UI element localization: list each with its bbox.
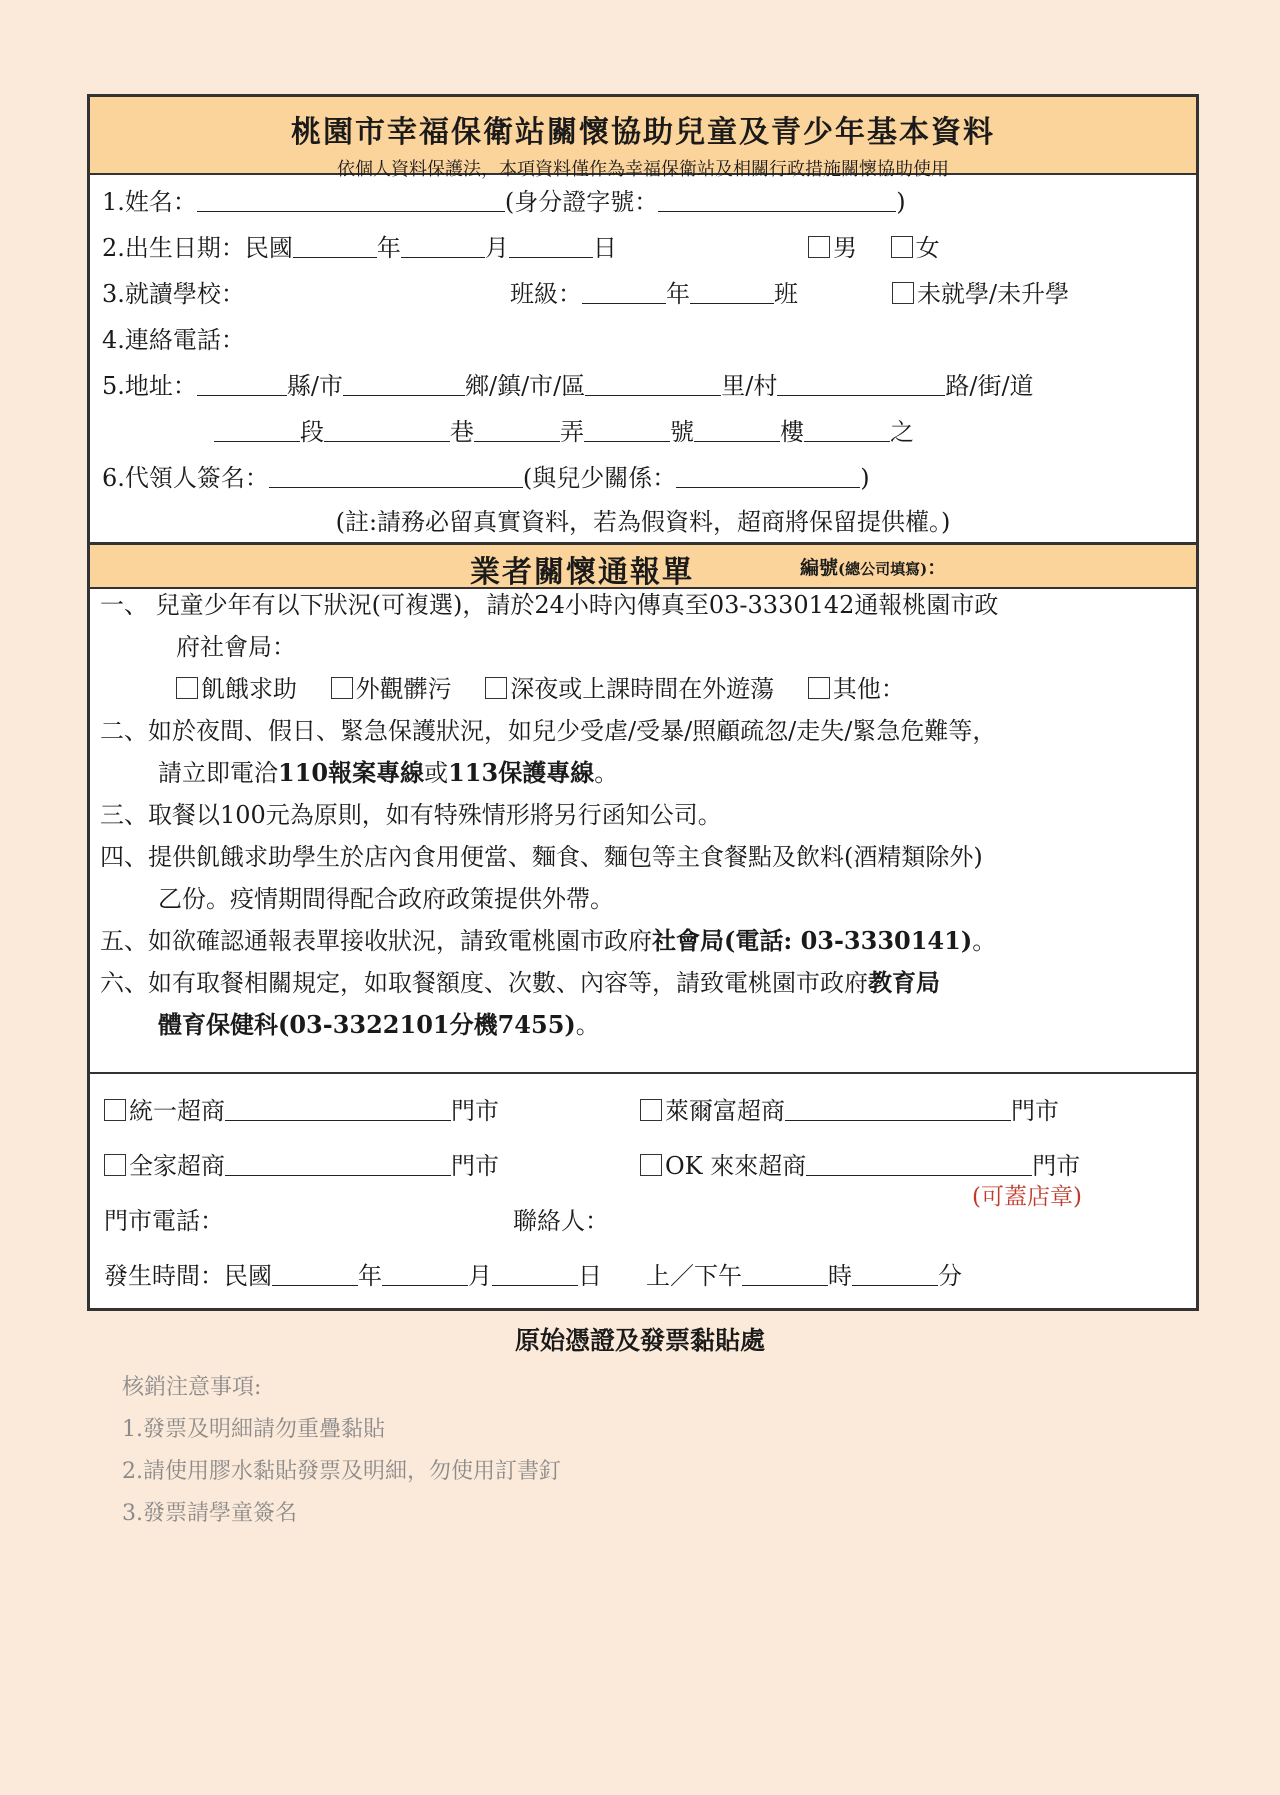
county-field[interactable]	[197, 369, 287, 396]
seven-eleven-suffix: 門市	[451, 1097, 499, 1125]
stamp-note: (可蓋店章)	[972, 1184, 1082, 1210]
ampm-label: 上／下午	[646, 1262, 742, 1290]
form-subtitle: 依個人資料保護法，本項資料僅作為幸福保衛站及相關行政措施關懷協助使用	[337, 159, 949, 180]
birth-day-unit: 日	[592, 234, 617, 262]
sub-number-unit: 之	[890, 418, 914, 446]
item-6-line-1	[100, 967, 940, 999]
village-unit: 里/村	[721, 372, 778, 400]
item-2-text-end: 。	[594, 759, 619, 787]
town-field[interactable]	[343, 369, 465, 396]
time-label: 發生時間：民國	[104, 1262, 272, 1290]
class-group	[510, 277, 798, 311]
phone-row	[102, 323, 245, 357]
id-number-field[interactable]	[658, 185, 896, 212]
seven-eleven-label: 統一超商	[129, 1097, 225, 1125]
familymart-label: 全家超商	[129, 1152, 225, 1180]
county-unit: 縣/市	[286, 372, 343, 400]
birth-month-field[interactable]	[401, 231, 485, 258]
name-label: 1.姓名：	[102, 188, 197, 216]
serial-colon: ：	[927, 557, 947, 579]
seven-eleven-checkbox[interactable]	[104, 1099, 126, 1121]
road-unit: 路/街/道	[945, 372, 1034, 400]
report-header	[90, 545, 1196, 589]
form-sheet	[87, 94, 1199, 1311]
school-row	[102, 277, 245, 311]
birth-month-unit: 月	[484, 234, 509, 262]
dirty-label: 外觀髒污	[355, 675, 452, 703]
hilife-label: 萊爾富超商	[665, 1097, 785, 1125]
relation-field[interactable]	[676, 461, 860, 488]
birth-label: 2.出生日期：民國	[102, 234, 293, 262]
store-section	[90, 1074, 1196, 1308]
id-close: )	[896, 188, 906, 216]
store-hilife-row	[640, 1094, 1059, 1128]
seven-eleven-store-field[interactable]	[225, 1094, 451, 1121]
birth-row	[102, 231, 617, 265]
serial-label: 編號	[800, 557, 839, 579]
basic-info-section	[90, 175, 1196, 545]
class-unit: 班	[774, 280, 798, 308]
occurrence-time-row	[104, 1259, 962, 1293]
time-day-field[interactable]	[492, 1259, 578, 1286]
report-title: 業者關懷通報單	[470, 555, 694, 590]
contact-label: 聯絡人：	[513, 1207, 609, 1235]
alley-field[interactable]	[474, 415, 560, 442]
store-family-row	[104, 1149, 499, 1183]
village-field[interactable]	[585, 369, 721, 396]
education-bureau: 教育局	[868, 968, 940, 997]
class-number-field[interactable]	[690, 277, 774, 304]
name-row	[102, 185, 906, 219]
familymart-checkbox[interactable]	[104, 1154, 126, 1176]
store-phone-label: 門市電話：	[104, 1207, 224, 1235]
section-unit: 段	[300, 418, 324, 446]
ok-mart-checkbox[interactable]	[640, 1154, 662, 1176]
section-field[interactable]	[214, 415, 300, 442]
birth-year-unit: 年	[376, 234, 401, 262]
hunger-checkbox[interactable]	[176, 677, 198, 699]
alley-unit: 弄	[560, 418, 584, 446]
female-checkbox[interactable]	[891, 236, 913, 258]
dirty-checkbox[interactable]	[331, 677, 353, 699]
item-4-line-2: 乙份。疫情期間得配合政府政策提供外帶。	[158, 885, 614, 913]
item-3: 三、取餐以100元為原則，如有特殊情形將另行函知公司。	[100, 801, 722, 829]
item-6-text-end: 。	[575, 1011, 600, 1039]
relation-label: (與兒少關係：	[522, 464, 677, 492]
time-hour-field[interactable]	[742, 1259, 828, 1286]
road-field[interactable]	[777, 369, 945, 396]
ok-mart-suffix: 門市	[1032, 1152, 1081, 1180]
health-section-phone: 體育保健科(03-3322101分機7455)	[158, 1010, 576, 1039]
other-label: 其他：	[832, 675, 905, 703]
lane-unit: 巷	[450, 418, 474, 446]
time-month-unit: 月	[468, 1262, 492, 1290]
number-unit: 號	[670, 418, 694, 446]
report-instructions	[90, 589, 1196, 1074]
wandering-label: 深夜或上課時間在外遊蕩	[510, 675, 775, 703]
female-label: 女	[915, 234, 940, 262]
protection-hotline: 113保護專線	[448, 758, 595, 787]
wandering-checkbox[interactable]	[485, 677, 507, 699]
note-item-3: 3.發票請學童簽名	[122, 1501, 297, 1526]
situation-options	[176, 673, 905, 705]
time-year-field[interactable]	[272, 1259, 358, 1286]
item-1-line-2: 府社會局：	[176, 633, 296, 661]
other-checkbox[interactable]	[808, 677, 830, 699]
guardian-row	[102, 461, 870, 495]
address-row-1	[102, 369, 1034, 403]
item-6-line-2	[158, 1009, 600, 1041]
item-4-line-1: 四、提供飢餓求助學生於店內食用便當、麵食、麵包等主食餐點及飲料(酒精類除外)	[100, 843, 983, 871]
guardian-label: 6.代領人簽名：	[102, 464, 269, 492]
time-day-unit: 日	[578, 1262, 602, 1290]
notes-title: 核銷注意事項:	[122, 1375, 262, 1400]
town-unit: 鄉/鎮/市/區	[465, 372, 586, 400]
phone-label: 4.連絡電話：	[102, 326, 245, 354]
familymart-suffix: 門市	[451, 1152, 499, 1180]
sub-number-field[interactable]	[804, 415, 890, 442]
form-title: 桃園市幸福保衛站關懷協助兒童及青少年基本資料	[291, 115, 995, 150]
lane-field[interactable]	[324, 415, 450, 442]
familymart-store-field[interactable]	[225, 1149, 451, 1176]
hunger-label: 飢餓求助	[201, 675, 297, 703]
address-label: 5.地址：	[102, 372, 197, 400]
serial-number-label	[800, 553, 946, 580]
item-2-text-or: 或	[424, 759, 449, 787]
note-item-1: 1.發票及明細請勿重疊黏貼	[122, 1417, 385, 1442]
ok-mart-label: OK 來來超商	[665, 1152, 807, 1180]
not-enrolled-label: 未就學/未升學	[917, 280, 1070, 308]
item-5	[100, 925, 996, 957]
item-2-text-a: 請立即電洽	[158, 759, 278, 787]
address-row-2	[214, 415, 914, 449]
male-label: 男	[833, 234, 857, 262]
time-year-unit: 年	[358, 1262, 382, 1290]
form-header	[90, 97, 1196, 180]
not-enrolled-group	[892, 277, 1069, 311]
truth-note: (註:請務必留真實資料，若為假資料，超商將保留提供權。)	[335, 508, 951, 536]
store-seven-row	[104, 1094, 499, 1128]
item-5-text-a: 五、如欲確認通報表單接收狀況，請致電桃園市政府	[100, 927, 652, 955]
gender-group	[808, 231, 940, 265]
floor-field[interactable]	[694, 415, 780, 442]
ok-mart-store-field[interactable]	[806, 1149, 1032, 1176]
class-label: 班級：	[510, 280, 582, 308]
class-year-field[interactable]	[582, 277, 666, 304]
item-6-text-a: 六、如有取餐相關規定，如取餐額度、次數、內容等，請致電桃園市政府	[100, 969, 868, 997]
receipt-paste-title: 原始憑證及發票黏貼處	[514, 1326, 765, 1355]
floor-unit: 樓	[780, 418, 804, 446]
item-2-line-2	[158, 757, 618, 789]
name-field[interactable]	[197, 185, 505, 212]
school-label: 3.就讀學校：	[102, 280, 245, 308]
birth-year-field[interactable]	[293, 231, 377, 258]
hilife-store-field[interactable]	[785, 1094, 1011, 1121]
guardian-signature-field[interactable]	[269, 461, 523, 488]
police-hotline: 110報案專線	[278, 758, 425, 787]
male-checkbox[interactable]	[808, 236, 830, 258]
hilife-suffix: 門市	[1011, 1097, 1059, 1125]
time-month-field[interactable]	[382, 1259, 468, 1286]
social-bureau-phone: 社會局(電話: 03-3330141)	[652, 926, 973, 955]
time-minute-field[interactable]	[852, 1259, 938, 1286]
birth-day-field[interactable]	[509, 231, 593, 258]
id-label: (身分證字號：	[504, 188, 659, 216]
item-1-line-1: 一、 兒童少年有以下狀況(可複選)，請於24小時內傳真至03-3330142通報桃園市政	[100, 591, 999, 619]
time-minute-unit: 分	[938, 1262, 962, 1290]
hilife-checkbox[interactable]	[640, 1099, 662, 1121]
note-item-2: 2.請使用膠水黏貼發票及明細，勿使用訂書釘	[122, 1459, 561, 1484]
not-enrolled-checkbox[interactable]	[892, 282, 914, 304]
number-field[interactable]	[584, 415, 670, 442]
relation-close: )	[860, 464, 870, 492]
item-5-text-end: 。	[972, 927, 997, 955]
serial-note: (總公司填寫)	[838, 560, 928, 578]
time-hour-unit: 時	[828, 1262, 852, 1290]
class-year-unit: 年	[666, 280, 690, 308]
item-2-line-1: 二、如於夜間、假日、緊急保護狀況，如兒少受虐/受暴/照顧疏忽/走失/緊急危難等，	[100, 717, 997, 745]
